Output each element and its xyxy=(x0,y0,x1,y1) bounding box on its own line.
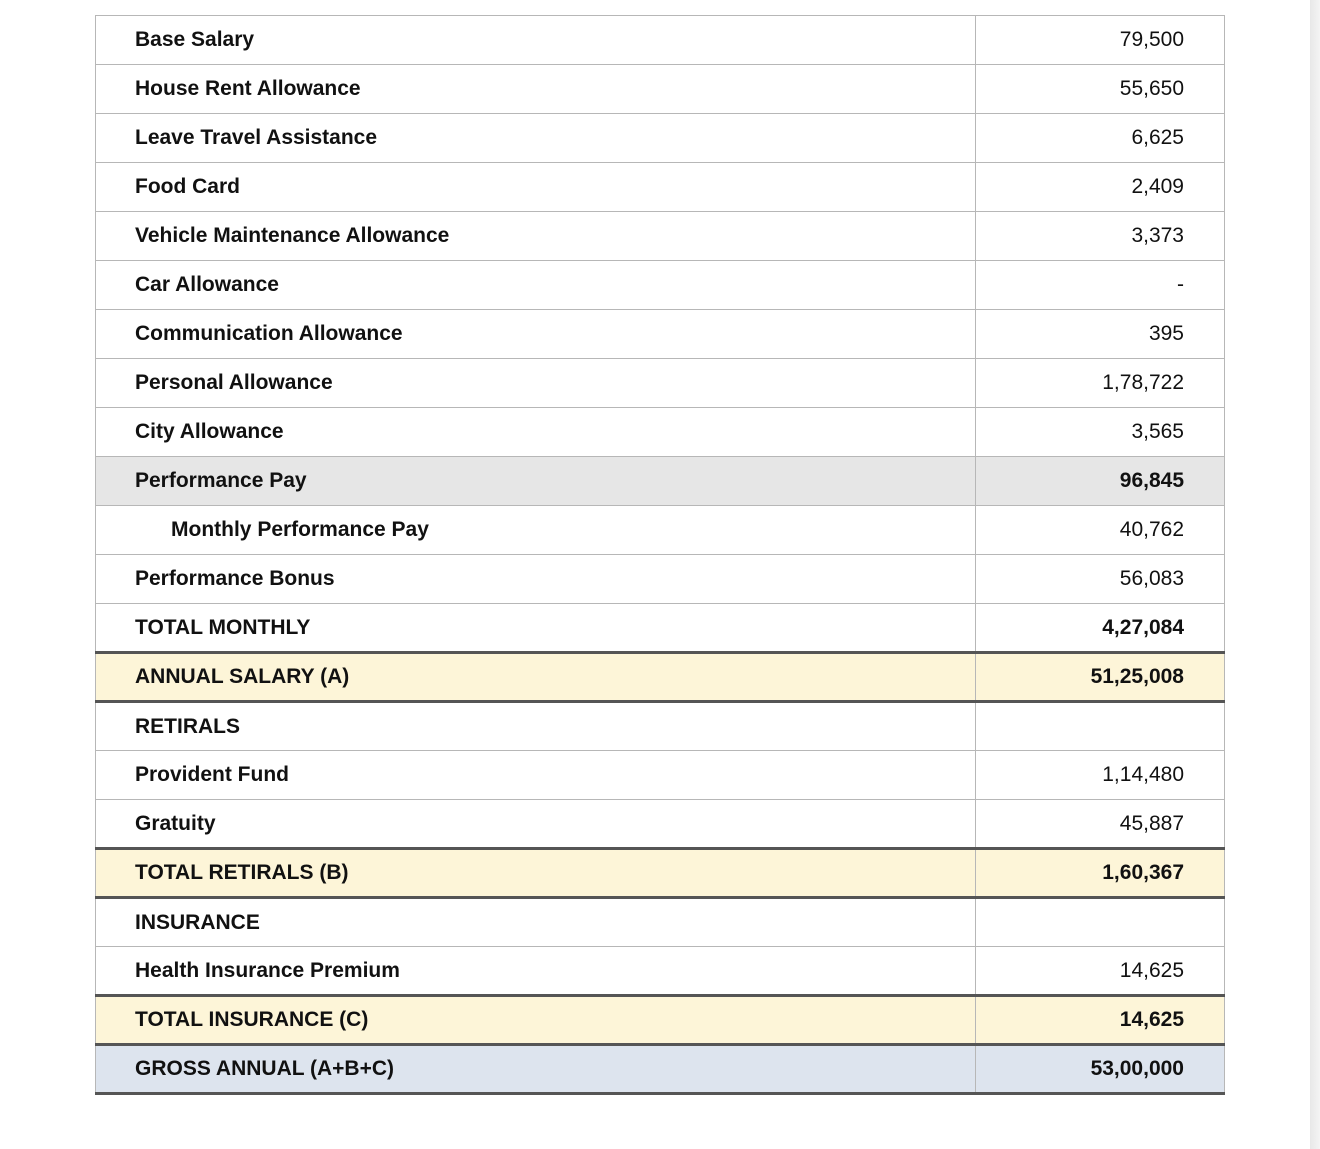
row-label: TOTAL MONTHLY xyxy=(96,604,976,653)
row-value: 1,78,722 xyxy=(976,359,1225,408)
table-row-personal-allowance xyxy=(96,359,1225,408)
table-row-total-monthly xyxy=(96,604,1225,653)
row-label: Performance Bonus xyxy=(96,555,976,604)
table-row-provident-fund xyxy=(96,751,1225,800)
row-label: Communication Allowance xyxy=(96,310,976,359)
row-label: City Allowance xyxy=(96,408,976,457)
table-row-gratuity xyxy=(96,800,1225,849)
table-row-leave-travel-assistance xyxy=(96,114,1225,163)
row-value: 14,625 xyxy=(976,996,1225,1045)
row-value: 45,887 xyxy=(976,800,1225,849)
row-value: 56,083 xyxy=(976,555,1225,604)
row-label: Food Card xyxy=(96,163,976,212)
salary-breakdown-table xyxy=(95,15,1225,1095)
table-row-annual-salary xyxy=(96,653,1225,702)
row-label: Monthly Performance Pay xyxy=(96,506,976,555)
table-row-city-allowance xyxy=(96,408,1225,457)
section-heading: RETIRALS xyxy=(96,702,976,751)
table-row-retirals-header xyxy=(96,702,1225,751)
row-label: Car Allowance xyxy=(96,261,976,310)
row-value: 3,373 xyxy=(976,212,1225,261)
table-row-vehicle-maintenance-allowance xyxy=(96,212,1225,261)
row-label: ANNUAL SALARY (A) xyxy=(96,653,976,702)
row-value: 4,27,084 xyxy=(976,604,1225,653)
row-value: 96,845 xyxy=(976,457,1225,506)
table-row-base-salary xyxy=(96,16,1225,65)
row-value: 1,14,480 xyxy=(976,751,1225,800)
table-row-performance-bonus xyxy=(96,555,1225,604)
page-edge-shadow xyxy=(1310,0,1320,1149)
table-row-total-insurance xyxy=(96,996,1225,1045)
row-label: Base Salary xyxy=(96,16,976,65)
row-label: Personal Allowance xyxy=(96,359,976,408)
row-value: 55,650 xyxy=(976,65,1225,114)
row-label: GROSS ANNUAL (A+B+C) xyxy=(96,1045,976,1094)
row-label: Provident Fund xyxy=(96,751,976,800)
row-label: TOTAL INSURANCE (C) xyxy=(96,996,976,1045)
table-row-house-rent-allowance xyxy=(96,65,1225,114)
row-label: Leave Travel Assistance xyxy=(96,114,976,163)
table-row-performance-pay xyxy=(96,457,1225,506)
row-label: Performance Pay xyxy=(96,457,976,506)
row-value xyxy=(976,898,1225,947)
row-label: TOTAL RETIRALS (B) xyxy=(96,849,976,898)
table-row-communication-allowance xyxy=(96,310,1225,359)
row-value: 53,00,000 xyxy=(976,1045,1225,1094)
row-value: 14,625 xyxy=(976,947,1225,996)
section-heading: INSURANCE xyxy=(96,898,976,947)
row-value: - xyxy=(976,261,1225,310)
row-value: 1,60,367 xyxy=(976,849,1225,898)
row-value: 40,762 xyxy=(976,506,1225,555)
row-value: 395 xyxy=(976,310,1225,359)
row-label: House Rent Allowance xyxy=(96,65,976,114)
row-value: 3,565 xyxy=(976,408,1225,457)
table-row-car-allowance xyxy=(96,261,1225,310)
row-label: Gratuity xyxy=(96,800,976,849)
table-row-food-card xyxy=(96,163,1225,212)
row-value: 51,25,008 xyxy=(976,653,1225,702)
row-value: 6,625 xyxy=(976,114,1225,163)
table-row-health-insurance-premium xyxy=(96,947,1225,996)
table-row-monthly-performance-pay xyxy=(96,506,1225,555)
table-row-gross-annual xyxy=(96,1045,1225,1094)
table-row-total-retirals xyxy=(96,849,1225,898)
row-value: 2,409 xyxy=(976,163,1225,212)
row-value xyxy=(976,702,1225,751)
row-label: Vehicle Maintenance Allowance xyxy=(96,212,976,261)
table-row-insurance-header xyxy=(96,898,1225,947)
row-label: Health Insurance Premium xyxy=(96,947,976,996)
row-value: 79,500 xyxy=(976,16,1225,65)
